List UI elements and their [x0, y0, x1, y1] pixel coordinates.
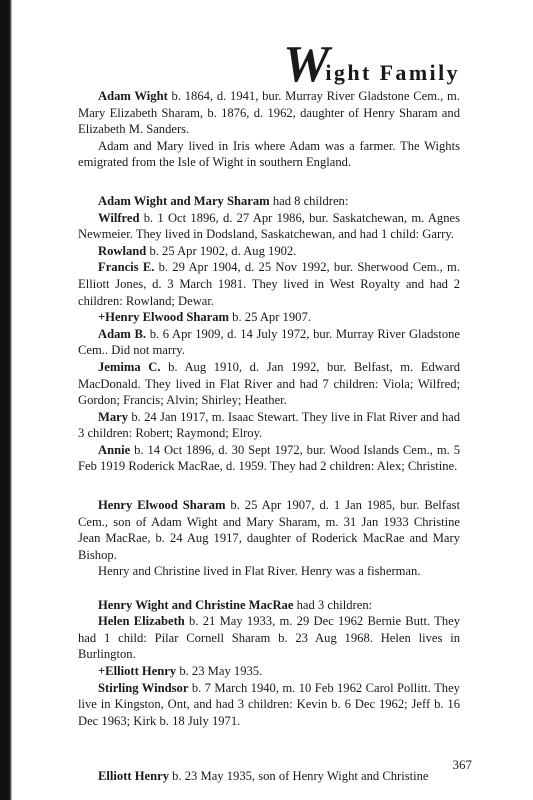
- child-entry: [78, 409, 460, 442]
- child-text: b. 25 Apr 1902, d. Aug 1902.: [146, 243, 297, 258]
- child-text: b. 6 Apr 1909, d. 14 July 1972, bur. Murray River Gladstone Cem.. Did not marry.: [78, 326, 461, 358]
- paragraph-adam-mary: Adam and Mary lived in Iris where Adam was a farmer. The Wights emigrated from the Isle of Wight in southern England.: [78, 138, 460, 170]
- title-rest: ight Family: [325, 60, 460, 85]
- heading-names: Henry Wight and Christine MacRae: [98, 597, 294, 612]
- entry-text: b. 1864, d. 1941, bur. Murray River Gladstone Cem., m. Mary Elizabeth Sharam, b. 1876, d. 1962, daughter of Henry Sharam and Elizabeth M. Sanders.: [78, 89, 460, 137]
- child-entry: [78, 259, 460, 309]
- heading-rest: had 8 children:: [269, 193, 349, 208]
- spacer: [78, 475, 460, 497]
- entry-name: Henry Elwood Sharam: [98, 498, 226, 513]
- scan-edge: [0, 0, 12, 800]
- spacer: [78, 729, 460, 751]
- child-name: +Henry Elwood Sharam: [98, 310, 230, 325]
- child-name: Jemima C.: [98, 359, 161, 374]
- spacer: [78, 580, 460, 597]
- children-heading-2: [78, 597, 460, 614]
- entry-name: Adam Wight: [98, 89, 168, 103]
- child-name: Francis E.: [98, 260, 155, 275]
- child-name: Wilfred: [98, 210, 140, 225]
- page-body: [78, 36, 461, 785]
- child-name: +Elliott Henry: [98, 664, 177, 678]
- child-text: b. 14 Oct 1896, d. 30 Sept 1972, bur. Wood Islands Cem., m. 5 Feb 1919 Roderick MacRae, d. 1959. They had 2 children: Alex; Christine.: [78, 442, 460, 474]
- entry-elliott-henry: [78, 768, 460, 785]
- child-text: b. Aug 1910, d. Jan 1992, bur. Belfast, m. Edward MacDonald. They lived in Flat River and had 7 children: Viola; Wilfred; Gordon; Francis; Alvin; Shirley; Heather.: [78, 359, 461, 408]
- child-entry: [78, 243, 460, 260]
- child-entry: [78, 613, 460, 663]
- child-entry: [78, 442, 460, 475]
- title-initial: W: [283, 36, 328, 93]
- child-text: b. 24 Jan 1917, m. Isaac Stewart. They live in Flat River and had 3 children: Robert; Raymond; Elroy.: [78, 409, 460, 441]
- child-text: b. 1 Oct 1896, d. 27 Apr 1986, bur. Saskatchewan, m. Agnes Newmeier. They lived in Dodsland, Saskatchewan, and had 1 child: Garry.: [78, 210, 460, 242]
- child-name: Mary: [98, 409, 129, 424]
- heading-rest: had 3 children:: [293, 597, 373, 612]
- child-text: b. 7 March 1940, m. 10 Feb 1962 Carol Pollitt. They live in Kingston, Ont, and had 3 children: Kevin b. 6 Dec 1962; Jeff b. 16 Dec 1963; Kirk b. 18 July 1971.: [78, 680, 460, 728]
- child-text: b. 29 Apr 1904, d. 25 Nov 1992, bur. Sherwood Cem., m. Elliott Jones, d. 3 March 1981. They lived in West Royalty and had 2 children: Rowland; Dewar.: [78, 260, 460, 308]
- child-entry: [78, 680, 460, 730]
- child-text: b. 21 May 1933, m. 29 Dec 1962 Bernie Butt. They had 1 child: Pilar Cornell Sharam b. 23 Aug 1968. Helen lives in Burlington.: [78, 614, 461, 662]
- entry-adam-wight: [78, 88, 460, 138]
- child-text: b. 23 May 1935.: [176, 664, 263, 678]
- child-entry: [78, 309, 460, 326]
- child-name: Rowland: [98, 243, 147, 258]
- child-entry: [78, 359, 460, 409]
- entry-text: b. 25 Apr 1907, d. 1 Jan 1985, bur. Belfast Cem., son of Adam Wight and Mary Sharam, m. 31 Jan 1933 Christine Jean MacRae, b. 24 Aug 1917, daughter of Roderick MacRae and Mary Bishop.: [78, 498, 460, 562]
- child-entry: [78, 326, 460, 359]
- spacer: [78, 171, 460, 193]
- page-title: [78, 36, 460, 93]
- paragraph-henry-christine: Henry and Christine lived in Flat River. Henry was a fisherman.: [98, 564, 421, 579]
- child-entry: [78, 663, 460, 680]
- child-name: Adam B.: [98, 326, 147, 341]
- spacer: [78, 751, 460, 768]
- child-name: Stirling Windsor: [98, 680, 189, 695]
- heading-names: Adam Wight and Mary Sharam: [98, 193, 270, 208]
- children-heading-1: [78, 193, 460, 210]
- entry-henry-elwood-sharam: [78, 497, 460, 563]
- child-entry: [78, 210, 460, 243]
- child-name: Annie: [98, 442, 131, 457]
- page-number: 367: [452, 757, 472, 772]
- child-text: b. 25 Apr 1907.: [229, 310, 311, 325]
- child-name: Helen Elizabeth: [98, 614, 185, 629]
- entry-name: Elliott Henry: [98, 768, 170, 783]
- entry-text: b. 23 May 1935, son of Henry Wight and Christine: [169, 768, 429, 783]
